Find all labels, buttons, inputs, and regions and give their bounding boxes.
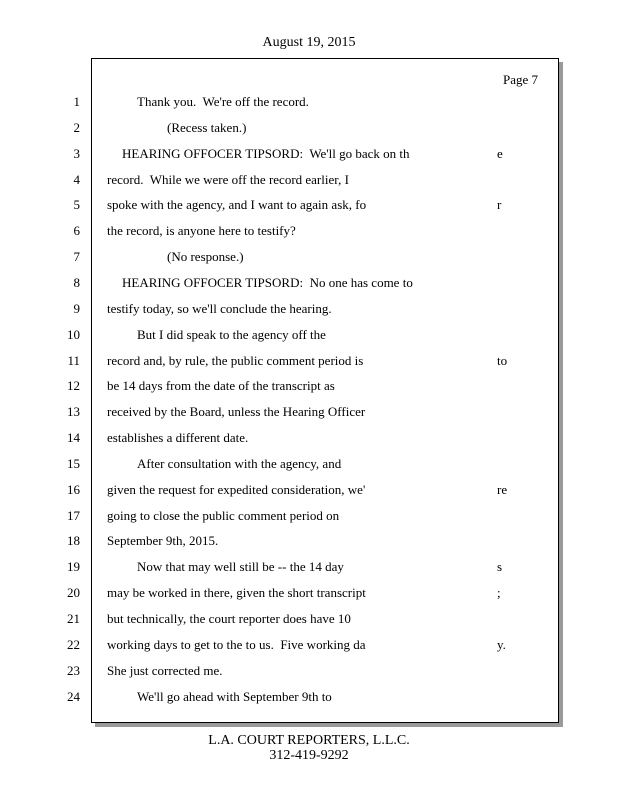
transcript-line [0, 404, 618, 424]
transcript-line [0, 533, 618, 553]
transcript-line [0, 146, 618, 166]
line-text: record. While we were off the record earlier, I [107, 171, 349, 187]
transcript-line [0, 94, 618, 114]
line-wrap-tail: y. [497, 636, 506, 652]
line-wrap-tail: r [497, 197, 502, 213]
line-text: spoke with the agency, and I want to again ask, fo [107, 197, 367, 213]
line-number: 12 [67, 378, 80, 394]
line-number: 2 [73, 119, 80, 135]
line-number: 22 [67, 636, 80, 652]
transcript-line [0, 456, 618, 476]
line-text: But I did speak to the agency off the [137, 326, 326, 342]
line-text: HEARING OFFOCER TIPSORD: We'll go back on th [122, 145, 410, 161]
line-text: Now that may well still be -- the 14 day [137, 559, 344, 575]
transcript-date: August 19, 2015 [262, 35, 356, 50]
transcript-line [0, 637, 618, 657]
line-number: 4 [73, 171, 80, 187]
line-text: the record, is anyone here to testify? [107, 223, 296, 239]
line-number: 3 [73, 145, 80, 161]
line-text: (Recess taken.) [167, 119, 247, 135]
line-text: We'll go ahead with September 9th to [137, 688, 332, 704]
line-wrap-tail: e [497, 145, 503, 161]
line-wrap-tail: re [497, 481, 508, 497]
line-text: September 9th, 2015. [107, 533, 219, 549]
line-text: going to close the public comment period on [107, 507, 340, 523]
line-wrap-tail: s [497, 559, 503, 575]
line-number: 14 [67, 430, 80, 446]
line-number: 1 [73, 94, 80, 109]
line-text: given the request for expedited consideration, we' [107, 481, 366, 497]
line-number: 19 [67, 559, 80, 575]
transcript-line [0, 120, 618, 140]
reporter-company: L.A. COURT REPORTERS, L.L.C. [208, 733, 410, 748]
line-number: 21 [67, 611, 80, 626]
line-number: 5 [73, 197, 80, 213]
transcript-line [0, 249, 618, 269]
transcript-line [0, 327, 618, 347]
line-text: may be worked in there, given the short transcript [107, 585, 366, 601]
line-text: After consultation with the agency, and [137, 455, 342, 471]
line-text: received by the Board, unless the Hearing Officer [107, 404, 366, 420]
transcript-line [0, 559, 618, 579]
transcript-line [0, 197, 618, 217]
line-text: be 14 days from the date of the transcript as [107, 378, 335, 394]
transcript-line [0, 353, 618, 373]
line-text: She just corrected me. [107, 662, 223, 678]
line-text: (No response.) [167, 249, 244, 265]
line-number: 6 [73, 223, 80, 239]
line-text: record and, by rule, the public comment period is [107, 352, 364, 368]
line-text: establishes a different date. [107, 430, 249, 446]
line-text: but technically, the court reporter does have 10 [107, 611, 351, 626]
page-number: Page 7 [503, 72, 539, 87]
transcript-line [0, 430, 618, 450]
line-number: 23 [67, 662, 80, 678]
transcript-line [0, 585, 618, 605]
line-wrap-tail: ; [497, 585, 501, 601]
line-number: 20 [67, 585, 80, 601]
line-number: 8 [73, 274, 80, 290]
transcript-line [0, 611, 618, 631]
line-number: 11 [67, 352, 80, 368]
transcript-line [0, 378, 618, 398]
line-text: HEARING OFFOCER TIPSORD: No one has come to [122, 274, 413, 290]
line-text: testify today, so we'll conclude the hearing. [107, 300, 332, 316]
line-number: 16 [67, 481, 80, 497]
transcript-line [0, 482, 618, 502]
transcript-line [0, 223, 618, 243]
line-wrap-tail: to [497, 352, 508, 368]
transcript-line [0, 689, 618, 709]
transcript-line [0, 301, 618, 321]
transcript-line [0, 508, 618, 528]
line-number: 17 [67, 507, 80, 523]
line-number: 10 [67, 326, 80, 342]
line-number: 18 [67, 533, 80, 549]
line-number: 7 [73, 249, 80, 265]
line-number: 9 [73, 300, 80, 316]
transcript-line [0, 663, 618, 683]
reporter-phone: 312-419-9292 [269, 748, 349, 763]
line-number: 24 [67, 688, 80, 704]
line-text: working days to get to the to us. Five working da [107, 636, 366, 652]
line-number: 13 [67, 404, 80, 420]
line-text: Thank you. We're off the record. [137, 94, 309, 109]
transcript-line [0, 275, 618, 295]
line-number: 15 [67, 455, 80, 471]
transcript-line [0, 172, 618, 192]
